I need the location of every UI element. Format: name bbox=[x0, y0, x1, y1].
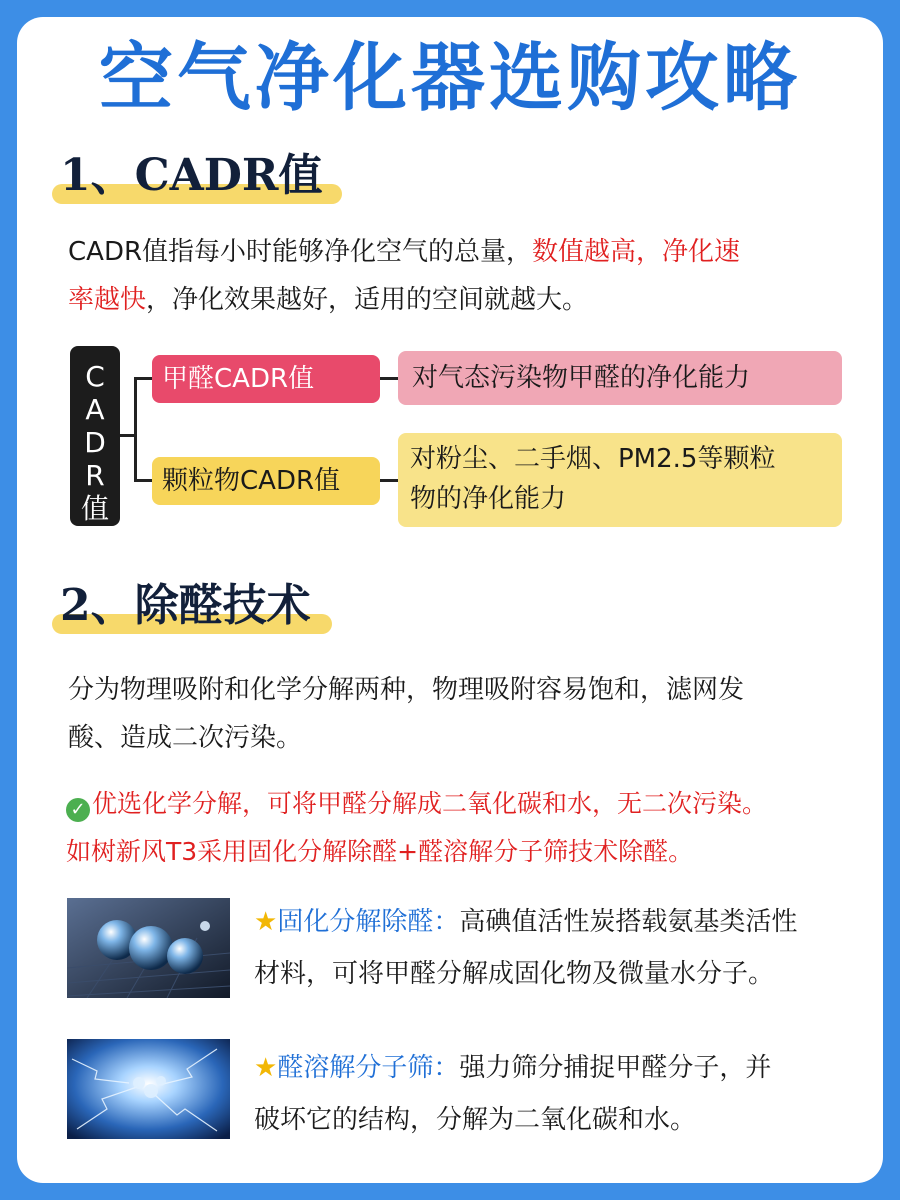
feature-text: 材料，可将甲醛分解成固化物及微量水分子。 bbox=[254, 959, 775, 989]
removal-description bbox=[68, 666, 848, 762]
particle-cadr-desc bbox=[398, 433, 842, 527]
feature-label: 醛溶解分子筛： bbox=[277, 1053, 460, 1083]
feature-text: 强力筛分捕捉甲醛分子，并 bbox=[459, 1053, 772, 1083]
particle-desc-line: 对粉尘、二手烟、PM2.5等颗粒 bbox=[410, 444, 776, 474]
section-heading-text: 1、CADR值 bbox=[60, 150, 323, 201]
connector-line bbox=[134, 377, 137, 481]
cadr-desc-highlight-2: 率越快 bbox=[68, 285, 147, 315]
connector-line bbox=[380, 377, 398, 380]
feature-label: 固化分解除醛： bbox=[277, 907, 460, 937]
removal-desc-line: 酸、造成二次污染。 bbox=[68, 723, 303, 753]
root-char: 值 bbox=[80, 492, 109, 525]
star-icon: ★ bbox=[254, 1053, 278, 1083]
section-heading-formaldehyde-removal bbox=[60, 576, 340, 636]
cadr-desc-text: CADR值指每小时能够净化空气的总量， bbox=[68, 237, 533, 267]
removal-desc-line: 分为物理吸附和化学分解两种，物理吸附容易饱和，滤网发 bbox=[68, 675, 745, 705]
page-title: 空气净化器选购攻略 bbox=[99, 35, 801, 121]
recommendation-line: 如树新风T3采用固化分解除醛+醛溶解分子筛技术除醛。 bbox=[66, 837, 694, 866]
star-icon: ★ bbox=[254, 907, 278, 937]
root-char: C bbox=[85, 360, 105, 393]
feature-text: 破坏它的结构，分解为二氧化碳和水。 bbox=[254, 1105, 697, 1135]
particle-desc-line: 物的净化能力 bbox=[410, 484, 567, 514]
cadr-root-node bbox=[70, 346, 120, 526]
formaldehyde-cadr-desc: 对气态污染物甲醛的净化能力 bbox=[398, 351, 842, 405]
feature-solidify-decomposition bbox=[254, 896, 854, 1000]
feature-molecular-sieve bbox=[254, 1042, 854, 1146]
particle-cadr-node: 颗粒物CADR值 bbox=[152, 457, 380, 505]
connector-line bbox=[380, 479, 398, 482]
connector-line bbox=[134, 479, 152, 482]
root-char: D bbox=[84, 426, 106, 459]
formaldehyde-cadr-node: 甲醛CADR值 bbox=[152, 355, 380, 403]
cadr-desc-highlight: 数值越高，净化速 bbox=[532, 237, 741, 267]
cadr-desc-text-2: ，净化效果越好，适用的空间就越大。 bbox=[146, 285, 589, 315]
cadr-description bbox=[68, 228, 848, 324]
feature-text: 高碘值活性炭搭载氨基类活性 bbox=[459, 907, 798, 937]
section-heading-cadr bbox=[60, 146, 350, 206]
molecule-image bbox=[67, 898, 230, 998]
section-heading-text: 2、除醛技术 bbox=[60, 580, 311, 631]
check-circle-icon: ✓ bbox=[66, 798, 90, 822]
recommendation-note bbox=[66, 780, 846, 876]
recommendation-line: 优选化学分解，可将甲醛分解成二氧化碳和水，无二次污染。 bbox=[92, 789, 768, 818]
root-char: A bbox=[85, 393, 105, 426]
root-char: R bbox=[85, 459, 105, 492]
connector-line bbox=[134, 377, 152, 380]
molecular-sieve-image bbox=[67, 1039, 230, 1139]
